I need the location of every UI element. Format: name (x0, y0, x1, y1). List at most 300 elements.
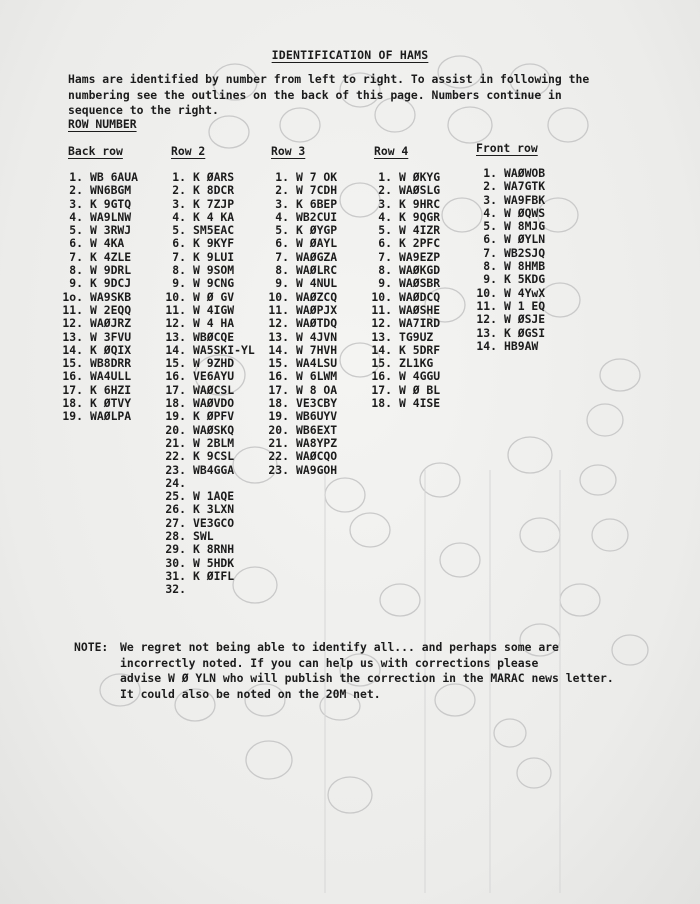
callsign-entry (163, 384, 255, 397)
entry-number: 2. (275, 183, 289, 198)
entry-number: 23. (268, 462, 289, 477)
callsign-entry (369, 264, 440, 277)
entry-number: 7. (69, 249, 83, 264)
callsign: WB8DRR (90, 356, 132, 371)
callsign-entry (266, 424, 337, 437)
callsign-entry (266, 171, 337, 184)
entry-number: 5. (378, 223, 392, 238)
callsign: K 8DCR (193, 183, 235, 198)
entry-number: 11. (62, 302, 83, 317)
column-heading: Row 4 (374, 144, 409, 158)
entry-number: 18. (371, 396, 392, 411)
callsign: K 9CSL (193, 449, 235, 464)
callsign-entry (163, 277, 255, 290)
callsign-entry (369, 291, 440, 304)
entry-number: 8. (483, 259, 497, 274)
callsign-entry (369, 184, 440, 197)
callsign: W 4KA (90, 236, 125, 251)
callsign: ZL1KG (399, 356, 434, 371)
entry-number: 13. (62, 329, 83, 344)
callsign: WB 6AUA (90, 170, 139, 184)
callsign: WAØJRZ (90, 316, 132, 331)
callsign-entry (369, 331, 440, 344)
callsign-entry (163, 570, 255, 583)
note-line: advise W Ø YLN who will publish the correction in the MARAC news letter. (120, 671, 614, 685)
column-row-2 (165, 144, 255, 597)
callsign: WAØVDO (193, 396, 235, 411)
entry-number: 4. (378, 209, 392, 224)
entry-number: 5. (483, 219, 497, 234)
note-label: NOTE: (74, 640, 109, 654)
entry-number: 25. (165, 489, 186, 504)
entry-number: 20. (268, 422, 289, 437)
callsign-entry (60, 198, 138, 211)
document-title (0, 48, 700, 62)
entry-number: 1. (378, 170, 392, 184)
callsign: W 7HVH (296, 342, 338, 357)
entry-number: 3. (172, 196, 186, 211)
callsign-entry (369, 224, 440, 237)
entry-number: 14. (371, 342, 392, 357)
entry-number: 12. (268, 316, 289, 331)
callsign-entry (369, 277, 440, 290)
callsign: WAØZCQ (296, 289, 338, 304)
callsign: W Ø BL (399, 382, 441, 397)
entry-number: 9. (275, 276, 289, 291)
callsign-entry (60, 237, 138, 250)
entry-number: 3. (378, 196, 392, 211)
callsign: W 4NUL (296, 276, 338, 291)
callsign: TG9UZ (399, 329, 434, 344)
callsign-entry (163, 171, 255, 184)
entry-number: 17. (165, 382, 186, 397)
entry-number: 2. (483, 179, 497, 194)
callsign-list (60, 171, 138, 424)
callsign: WAØKGD (399, 263, 441, 278)
callsign-entry (163, 503, 255, 516)
callsign: K 9QGR (399, 209, 441, 224)
callsign: WAØTDQ (296, 316, 338, 331)
note-line: incorrectly noted. If you can help us with corrections please (120, 655, 539, 670)
callsign-entry (163, 331, 255, 344)
callsign: W 9ZHD (193, 356, 235, 371)
column-heading: Row 3 (271, 144, 306, 158)
entry-number: 8. (378, 263, 392, 278)
entry-number: 22. (268, 449, 289, 464)
callsign-entry (163, 264, 255, 277)
callsign-entry (163, 184, 255, 197)
entry-number: 15. (62, 356, 83, 371)
callsign: K 6HZI (90, 382, 132, 397)
callsign-entry (266, 184, 337, 197)
callsign-entry (163, 237, 255, 250)
callsign-entry (60, 317, 138, 330)
entry-number: 4. (69, 209, 83, 224)
callsign-entry (60, 397, 138, 410)
entry-number: 4. (172, 209, 186, 224)
callsign: K ØGSI (504, 325, 546, 340)
entry-number: 16. (371, 369, 392, 384)
callsign: W Ø GV (193, 289, 235, 304)
entry-number: 1o. (62, 289, 83, 304)
entry-number: 2. (378, 183, 392, 198)
callsign-entry (60, 224, 138, 237)
callsign: W 8MJG (504, 219, 546, 234)
callsign-entry (474, 233, 545, 246)
callsign: W 4JVN (296, 329, 338, 344)
entry-number: 7. (483, 245, 497, 260)
callsign: WB4GGA (193, 462, 235, 477)
entry-number: 12. (371, 316, 392, 331)
callsign: K 9LUI (193, 249, 235, 264)
entry-number: 13. (165, 329, 186, 344)
callsign: WAØWOB (504, 166, 546, 180)
entry-number: 19. (165, 409, 186, 424)
column-row-4 (371, 144, 441, 411)
entry-number: 16. (165, 369, 186, 384)
entry-number: 4. (483, 205, 497, 220)
entry-number: 1. (69, 170, 83, 184)
entry-number: 7. (172, 249, 186, 264)
callsign-entry (60, 410, 138, 423)
entry-number: 9. (483, 272, 497, 287)
callsign-entry (60, 211, 138, 224)
callsign-entry (60, 357, 138, 370)
callsign: WA9FBK (504, 192, 546, 207)
callsign-entry (266, 384, 337, 397)
callsign-entry (369, 251, 440, 264)
entry-number: 17. (268, 382, 289, 397)
callsign: K 9KYF (193, 236, 235, 251)
callsign-list (266, 171, 337, 477)
callsign: W 1AQE (193, 489, 235, 504)
callsign: W 2EQQ (90, 302, 132, 317)
callsign: K ØQIX (90, 342, 132, 357)
callsign-entry (163, 370, 255, 383)
callsign-entry (266, 437, 337, 450)
callsign-entry (474, 287, 545, 300)
entry-number: 1. (483, 166, 497, 180)
callsign: K ØTVY (90, 396, 132, 411)
callsign-entry (474, 220, 545, 233)
callsign: W 4ISE (399, 396, 441, 411)
callsign-entry (163, 530, 255, 543)
callsign-entry (266, 224, 337, 237)
callsign-entry (266, 410, 337, 423)
entry-number: 13. (268, 329, 289, 344)
entry-number: 16. (62, 369, 83, 384)
callsign-entry (266, 344, 337, 357)
entry-number: 10. (371, 289, 392, 304)
callsign-entry (474, 273, 545, 286)
callsign: W 4IZR (399, 223, 441, 238)
entry-number: 27. (165, 515, 186, 530)
callsign-entry (369, 237, 440, 250)
column-row-3 (268, 144, 338, 477)
callsign: W 9SOM (193, 263, 235, 278)
callsign: SWL (193, 529, 214, 544)
callsign: W 8 OA (296, 382, 338, 397)
intro-line: sequence to the right. (68, 103, 219, 117)
row-number-label: ROW NUMBER (68, 117, 137, 131)
callsign-entry (163, 410, 255, 423)
callsign: W 2BLM (193, 435, 235, 450)
callsign: K ØPFV (193, 409, 235, 424)
callsign: K 6BEP (296, 196, 338, 211)
note-line: We regret not being able to identify all... and perhaps some are (120, 640, 559, 654)
callsign: K 5DRF (399, 342, 441, 357)
entry-number: 11. (165, 302, 186, 317)
entry-number: 13. (371, 329, 392, 344)
callsign-entry (266, 450, 337, 463)
callsign-entry (369, 344, 440, 357)
callsign: WAØLRC (296, 263, 338, 278)
callsign: K 9GTQ (90, 196, 132, 211)
entry-number: 30. (165, 555, 186, 570)
callsign-entry (266, 291, 337, 304)
callsign: VE6AYU (193, 369, 235, 384)
entry-number: 12. (165, 316, 186, 331)
callsign-entry (60, 384, 138, 397)
entry-number: 21. (268, 435, 289, 450)
entry-number: 3. (483, 192, 497, 207)
callsign: VE3CBY (296, 396, 338, 411)
callsign-entry (60, 344, 138, 357)
callsign: W 6LWM (296, 369, 338, 384)
entry-number: 17. (371, 382, 392, 397)
callsign-entry (163, 211, 255, 224)
entry-number: 3. (275, 196, 289, 211)
callsign-entry (163, 304, 255, 317)
title-text: IDENTIFICATION OF HAMS (271, 48, 429, 62)
entry-number: 12. (62, 316, 83, 331)
callsign: WB2SJQ (504, 245, 546, 260)
callsign-list (369, 171, 440, 410)
entry-number: 32. (165, 582, 186, 597)
intro-line: numbering see the outlines on the back of this page. Numbers continue in (68, 87, 562, 102)
callsign: K 4 KA (193, 209, 235, 224)
callsign-entry (369, 304, 440, 317)
callsign: W 5HDK (193, 555, 235, 570)
intro-paragraph (68, 72, 608, 119)
callsign-entry (266, 264, 337, 277)
callsign-list (474, 167, 545, 353)
intro-line: Hams are identified by number from left to right. To assist in following the (68, 72, 590, 86)
callsign: K ØARS (193, 170, 235, 184)
callsign-entry (163, 224, 255, 237)
callsign-entry (60, 184, 138, 197)
entry-number: 2. (69, 183, 83, 198)
callsign-entry (266, 277, 337, 290)
callsign-list (163, 171, 255, 597)
callsign: W 7 OK (296, 170, 338, 184)
callsign-entry (60, 370, 138, 383)
entry-number: 10. (476, 285, 497, 300)
callsign: WA7GTK (504, 179, 546, 194)
entry-number: 5. (275, 223, 289, 238)
entry-number: 5. (69, 223, 83, 238)
callsign-entry (163, 344, 255, 357)
entry-number: 19. (62, 409, 83, 424)
callsign: WA9GOH (296, 462, 338, 477)
entry-number: 6. (275, 236, 289, 251)
entry-number: 18. (268, 396, 289, 411)
column-back-row (62, 144, 139, 424)
entry-number: 7. (275, 249, 289, 264)
callsign: W 9DRL (90, 263, 132, 278)
callsign-entry (474, 300, 545, 313)
callsign-entry (163, 490, 255, 503)
callsign: WA7IRD (399, 316, 441, 331)
callsign: W 7CDH (296, 183, 338, 198)
entry-number: 14. (268, 342, 289, 357)
callsign: K 7ZJP (193, 196, 235, 211)
callsign-entry (266, 251, 337, 264)
callsign-entry (60, 277, 138, 290)
callsign: K 9DCJ (90, 276, 132, 291)
callsign-entry (60, 291, 138, 304)
callsign-entry (369, 317, 440, 330)
callsign: HB9AW (504, 338, 539, 353)
callsign-entry (266, 304, 337, 317)
entry-number: 9. (172, 276, 186, 291)
callsign-entry (163, 424, 255, 437)
entry-number: 22. (165, 449, 186, 464)
callsign-entry (266, 198, 337, 211)
callsign-entry (163, 477, 255, 490)
entry-number: 26. (165, 502, 186, 517)
entry-number: 11. (476, 298, 497, 313)
callsign-entry (369, 370, 440, 383)
callsign: WAØCSL (193, 382, 235, 397)
entry-number: 14. (62, 342, 83, 357)
callsign-entry (163, 583, 255, 596)
callsign: WBØCQE (193, 329, 235, 344)
entry-number: 17. (62, 382, 83, 397)
entry-number: 10. (165, 289, 186, 304)
callsign: WA8YPZ (296, 435, 338, 450)
entry-number: 12. (476, 312, 497, 327)
callsign-entry (266, 397, 337, 410)
callsign: WB6UYV (296, 409, 338, 424)
entry-number: 3. (69, 196, 83, 211)
callsign-entry (163, 543, 255, 556)
entry-number: 31. (165, 568, 186, 583)
entry-number: 24. (165, 475, 186, 490)
callsign: K 8RNH (193, 542, 235, 557)
callsign: W ØQWS (504, 205, 546, 220)
callsign-entry (369, 198, 440, 211)
callsign: WAØLPA (90, 409, 132, 424)
entry-number: 14. (476, 338, 497, 353)
callsign-entry (369, 384, 440, 397)
entry-number: 16. (268, 369, 289, 384)
entry-number: 8. (275, 263, 289, 278)
callsign: W 3RWJ (90, 223, 132, 238)
entry-number: 10. (268, 289, 289, 304)
entry-number: 11. (268, 302, 289, 317)
callsign: W 8HMB (504, 259, 546, 274)
callsign: K 9HRC (399, 196, 441, 211)
callsign: W 4IGW (193, 302, 235, 317)
callsign-entry (474, 260, 545, 273)
entry-number: 13. (476, 325, 497, 340)
callsign: K ØYGP (296, 223, 338, 238)
entry-number: 4. (275, 209, 289, 224)
callsign: W 9CNG (193, 276, 235, 291)
callsign-entry (474, 313, 545, 326)
callsign: VE3GCO (193, 515, 235, 530)
callsign: WAØCQO (296, 449, 338, 464)
callsign-entry (163, 251, 255, 264)
callsign: W 3FVU (90, 329, 132, 344)
callsign-entry (163, 464, 255, 477)
callsign-entry (163, 517, 255, 530)
entry-number: 2. (172, 183, 186, 198)
entry-number: 18. (62, 396, 83, 411)
callsign-entry (266, 331, 337, 344)
callsign-entry (266, 237, 337, 250)
callsign: W ØSJE (504, 312, 546, 327)
callsign-entry (60, 331, 138, 344)
entry-number: 11. (371, 302, 392, 317)
callsign-entry (474, 167, 545, 180)
callsign: K 3LXN (193, 502, 235, 517)
callsign-entry (163, 437, 255, 450)
callsign: WAØSBR (399, 276, 441, 291)
callsign: K 4ZLE (90, 249, 132, 264)
note-body (120, 640, 680, 702)
callsign-entry (266, 211, 337, 224)
callsign: W ØYLN (504, 232, 546, 247)
callsign-entry (266, 370, 337, 383)
callsign-entry (163, 198, 255, 211)
callsign: W 4 HA (193, 316, 235, 331)
entry-number: 8. (172, 263, 186, 278)
entry-number: 1. (172, 170, 186, 184)
entry-number: 6. (172, 236, 186, 251)
callsign: W ØAYL (296, 236, 338, 251)
callsign: K 5KDG (504, 272, 546, 287)
callsign-entry (369, 397, 440, 410)
callsign-entry (266, 464, 337, 477)
callsign-entry (474, 327, 545, 340)
entry-number: 6. (483, 232, 497, 247)
callsign-entry (369, 171, 440, 184)
callsign: WAØGZA (296, 249, 338, 264)
entry-number: 29. (165, 542, 186, 557)
entry-number: 28. (165, 529, 186, 544)
entry-number: 19. (268, 409, 289, 424)
entry-number: 21. (165, 435, 186, 450)
entry-number: 23. (165, 462, 186, 477)
callsign-entry (266, 317, 337, 330)
callsign: WAØSHE (399, 302, 441, 317)
callsign-entry (60, 251, 138, 264)
entry-number: 7. (378, 249, 392, 264)
column-heading: Front row (476, 141, 538, 155)
callsign: WAØSLG (399, 183, 441, 198)
callsign: W 4GGU (399, 369, 441, 384)
callsign: W 4YwX (504, 285, 546, 300)
entry-number: 9. (69, 276, 83, 291)
callsign: WA4LSU (296, 356, 338, 371)
callsign-entry (474, 207, 545, 220)
column-heading: Row 2 (171, 144, 206, 158)
callsign-entry (474, 247, 545, 260)
entry-number: 18. (165, 396, 186, 411)
callsign-entry (163, 397, 255, 410)
